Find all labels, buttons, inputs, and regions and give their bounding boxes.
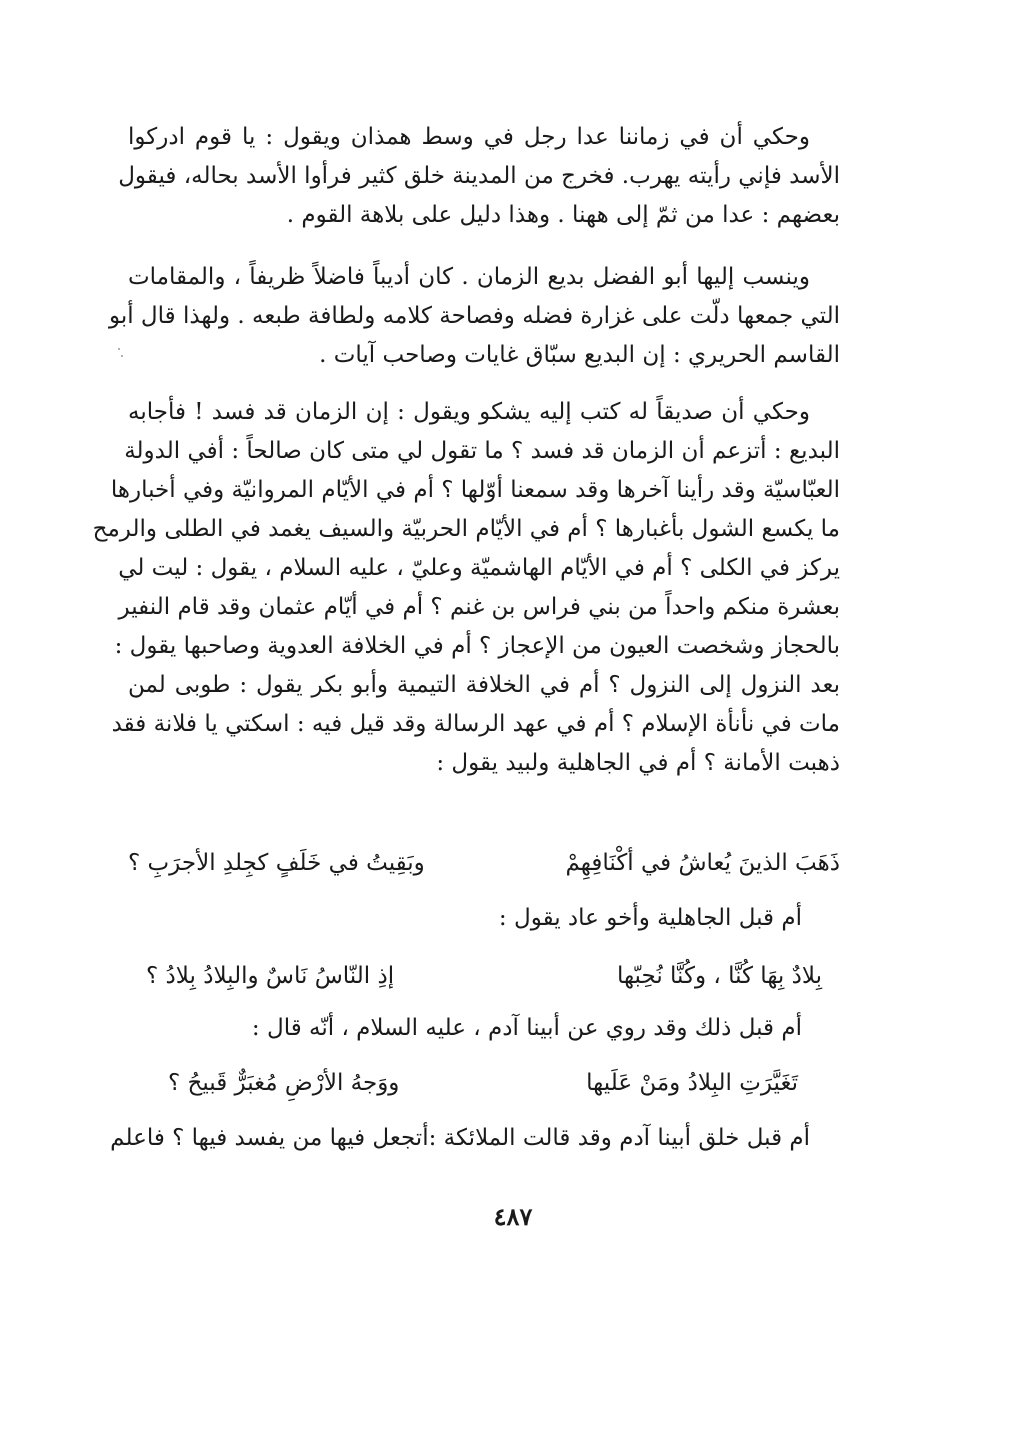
prose-line: أم قبل خلق أبينا آدم وقد قالت الملائكة :أتجعل فيها من يفسد فيها ؟ فاعلم (110, 1125, 810, 1151)
scan-speck (118, 348, 120, 350)
verse-adam (168, 1063, 798, 1103)
prose-line: أم قبل ذلك وقد روي عن أبينا آدم ، عليه السلام ، أنّه قال : (251, 1015, 802, 1041)
text-line: ما يكسع الشول بأغبارها ؟ أم في الأيّام الحربيّة والسيف يغمد في الطلى والرمح (92, 516, 840, 542)
text-line: يركز في الكلى ؟ أم في الأيّام الهاشميّة وعليّ ، عليه السلام ، يقول : ليت لي (118, 555, 840, 581)
text-line: القاسم الحريري : إن البديع سبّاق غايات وصاحب آيات . (319, 342, 840, 368)
text-line: بعضهم : عدا من ثمّ إلى ههنا . وهذا دليل على بلاهة القوم . (286, 202, 840, 228)
verse-first-hemistich: بِلادٌ بِهَا كُنَّا ، وكُنَّا نُحِبّها (616, 963, 822, 989)
text-line: الأسد فإني رأيته يهرب. فخرج من المدينة خلق كثير فرأوا الأسد بحاله، فيقول (118, 163, 840, 189)
scan-speck (121, 355, 123, 357)
text-line: ذهبت الأمانة ؟ أم في الجاهلية ولبيد يقول : (436, 750, 840, 776)
text-line: التي جمعها دلّت على غزارة فضله وفصاحة كلامه ولطافة طبعه . ولهذا قال أبو (108, 303, 840, 329)
text-line: بالحجاز وشخصت العيون من الإعجاز ؟ أم في الخلافة العدوية وصاحبها يقول : (114, 633, 840, 659)
verse-akhu-ad (146, 956, 822, 996)
prose-line: أم قبل الجاهلية وأخو عاد يقول : (498, 905, 802, 931)
verse-second-hemistich: ووَجهُ الأرْضِ مُغبَرٌّ قَبيحُ ؟ (168, 1070, 400, 1096)
verse-labid (128, 843, 840, 883)
book-page (92, 118, 840, 1258)
verse-second-hemistich: إذِ النّاسُ نَاسٌ والبِلادُ بِلادُ ؟ (146, 963, 395, 989)
text-line: وينسب إليها أبو الفضل بديع الزمان . كان أديباً فاضلاً ظريفاً ، والمقامات (128, 264, 810, 290)
verse-second-hemistich: وبَقِيتُ في خَلَفٍ كجِلدِ الأجرَبِ ؟ (128, 850, 425, 876)
text-line: وحكي أن في زماننا عدا رجل في وسط همذان ويقول : يا قوم ادركوا (128, 124, 810, 150)
paragraph-hamadhan-lion (118, 118, 840, 235)
text-line: مات في نأنأة الإسلام ؟ أم في عهد الرسالة وقد قيل فيه : اسكتي يا فلانة فقد (111, 711, 840, 737)
text-line: البديع : أتزعم أن الزمان قد فسد ؟ ما تقول لي متى كان صالحاً : أفي الدولة (124, 438, 840, 464)
page-number: ٤٨٧ (493, 1202, 533, 1231)
text-line: بعشرة منكم واحداً من بني فراس بن غنم ؟ أم في أيّام عثمان وقد قام النفير (118, 594, 840, 620)
verse-first-hemistich: ذَهَبَ الذينَ يُعاشُ في أكْنَافِهِمْ (565, 850, 840, 876)
paragraph-badi-al-zaman (108, 258, 840, 375)
paragraph-friend-letter (92, 393, 840, 783)
text-line: العبّاسيّة وقد رأينا آخرها وقد سمعنا أوّلها ؟ أم في الأيّام المروانيّة وفي أخبارها (110, 477, 840, 503)
text-line: بعد النزول إلى النزول ؟ أم في الخلافة التيمية وأبو بكر يقول : طوبى لمن (128, 672, 840, 698)
verse-first-hemistich: تَغَيَّرَتِ البِلادُ ومَنْ عَلَيها (586, 1070, 798, 1096)
text-line: وحكي أن صديقاً له كتب إليه يشكو ويقول : إن الزمان قد فسد ! فأجابه (128, 399, 810, 425)
